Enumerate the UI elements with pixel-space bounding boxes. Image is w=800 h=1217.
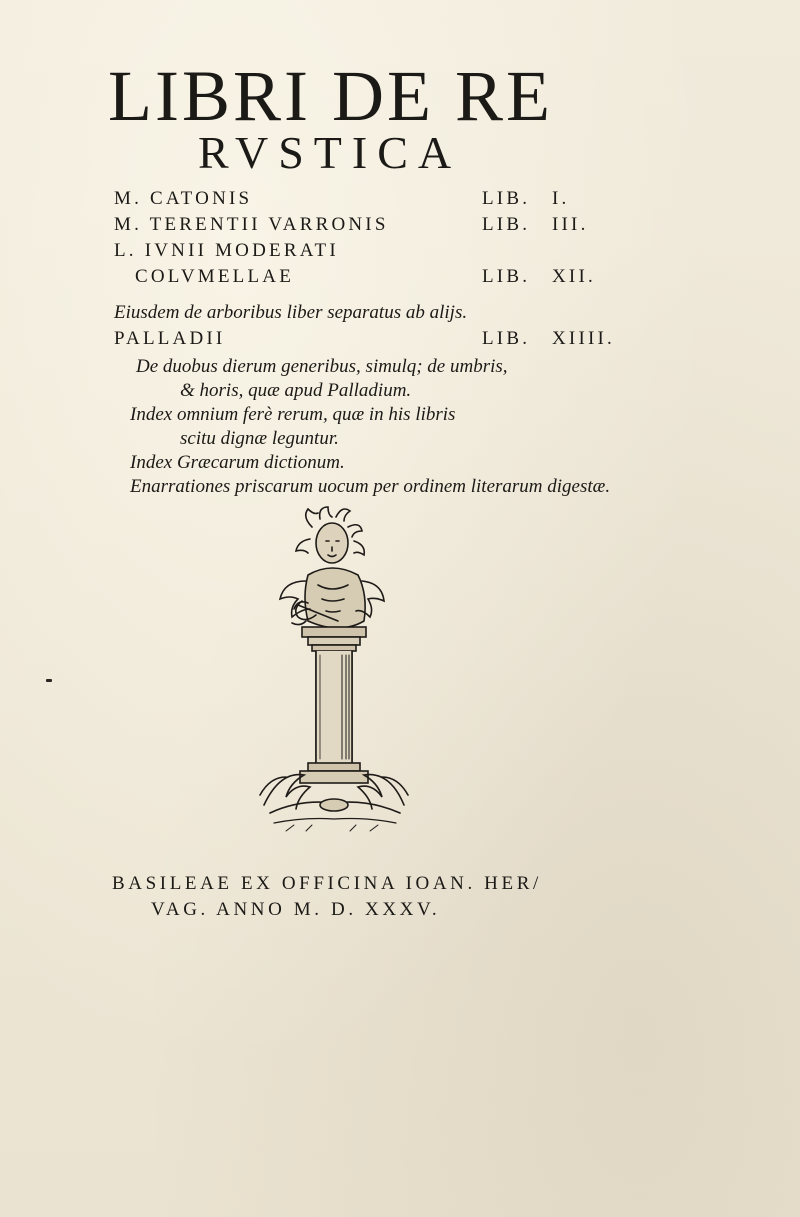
author-name: COLVMELLAE xyxy=(135,266,295,287)
book-title-line-2: RVSTICA xyxy=(198,127,462,178)
enarrationes-line: Enarrationes priscarum uocum per ordinem literarum digestæ. xyxy=(130,476,611,497)
lib-label: LIB. xyxy=(482,266,531,287)
contents-row-columella xyxy=(0,264,800,290)
index-rerum-line-1: Index omnium ferè rerum, quæ in his libris xyxy=(130,404,456,425)
eiusdem-line: Eiusdem de arboribus liber separatus ab alijs. xyxy=(114,302,468,323)
book-count: I. xyxy=(552,188,570,209)
contents-row-varro xyxy=(0,212,800,238)
author-name: M. CATONIS xyxy=(114,188,253,209)
index-graecarum-line: Index Græcarum dictionum. xyxy=(130,452,345,473)
author-name: M. TERENTII VARRONIS xyxy=(114,214,389,235)
lib-label: LIB. xyxy=(482,214,531,235)
contents-row-palladius xyxy=(0,326,800,352)
duobus-line-1: De duobus dierum generibus, simulq; de umbris, xyxy=(136,356,508,377)
author-name: L. IVNII MODERATI xyxy=(114,240,339,261)
book-count: III. xyxy=(552,214,589,235)
book-count: XII. xyxy=(552,266,596,287)
colophon-line-2: VAG. ANNO M. D. XXXV. xyxy=(151,899,441,920)
lib-label: LIB. xyxy=(482,188,531,209)
contents-row-cato xyxy=(0,186,800,212)
contents-row-moderatus xyxy=(0,238,800,264)
book-title-line-1: LIBRI DE RE xyxy=(108,56,553,136)
ink-speck xyxy=(46,679,52,682)
colophon-line-1: BASILEAE EX OFFICINA IOAN. HER/ xyxy=(112,873,542,894)
index-rerum-line-2: scitu dignæ leguntur. xyxy=(180,428,339,449)
lib-label: LIB. xyxy=(482,328,531,349)
printer-device-herm-on-column-icon xyxy=(250,505,420,840)
duobus-line-2: & horis, quæ apud Palladium. xyxy=(180,380,412,401)
book-count: XIIII. xyxy=(552,328,615,349)
author-name: PALLADII xyxy=(114,328,226,349)
